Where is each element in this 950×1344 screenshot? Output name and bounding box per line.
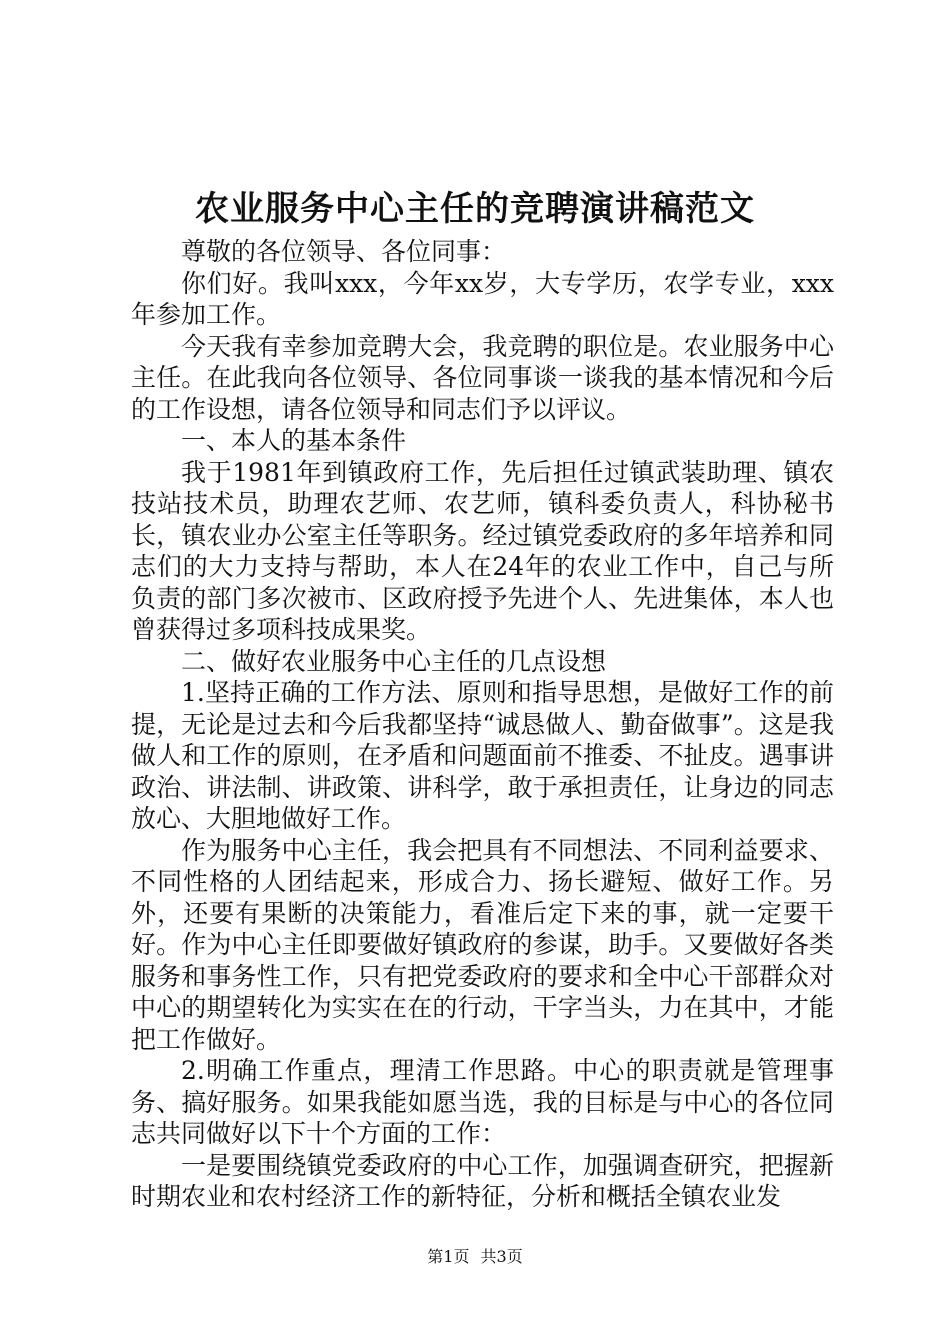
- paragraph-first-point: 一是要围绕镇党委政府的中心工作，加强调查研究，把握新时期农业和农村经济工作的新特征，分析和概括全镇农业发: [131, 1150, 834, 1211]
- document-body: [131, 236, 834, 1213]
- paragraph-director-role: 作为服务中心主任，我会把具有不同想法、不同利益要求、不同性格的人团结起来，形成合力、扬长避短、做好工作。另外，还要有果断的决策能力，看准后定下来的事，就一定要干好。作为中心主任即要做好镇政府的参谋，助手。又要做好各类服务和事务性工作，只有把党委政府的要求和全中心干部群众对中心的期望转化为实实在在的行动，干字当头，力在其中，才能把工作做好。: [131, 835, 834, 1054]
- document-title: 农业服务中心主任的竞聘演讲稿范文: [195, 189, 755, 229]
- paragraph-work-history: 我于1981年到镇政府工作，先后担任过镇武装助理、镇农技站技术员，助理农艺师、农艺师，镇科委负责人，科协秘书长，镇农业办公室主任等职务。经过镇党委政府的多年培养和同志们的大力支持与帮助，本人在24年的农业工作中，自己与所负责的部门多次被市、区政府授予先进个人、先进集体，本人也曾获得过多项科技成果奖。: [131, 457, 834, 644]
- paragraph-plan-2: 2.明确工作重点，理清工作思路。中心的职责就是管理事务、搞好服务。如果我能如愿当选，我的目标是与中心的各位同志共同做好以下十个方面的工作：: [131, 1056, 834, 1148]
- section-heading-basic-conditions: 一、本人的基本条件: [181, 426, 407, 455]
- page-footer: 第1页 共3页: [427, 1247, 523, 1266]
- section-heading-plans: 二、做好农业服务中心主任的几点设想: [181, 646, 607, 676]
- paragraph-salutation: 尊敬的各位领导、各位同事：: [181, 237, 507, 266]
- paragraph-greeting: 你们好。我叫xxx，今年xx岁，大专学历，农学专业，xxx年参加工作。: [131, 268, 834, 329]
- paragraph-plan-1: 1.坚持正确的工作方法、原则和指导思想，是做好工作的前提，无论是过去和今后我都坚持“诚恳做人、勤奋做事”。这是我做人和工作的原则，在矛盾和问题面前不推委、不扯皮。遇事讲政治、讲法制、讲政策、讲科学，敢于承担责任，让身边的同志放心、大胆地做好工作。: [131, 678, 834, 833]
- paragraph-introduction: 今天我有幸参加竞聘大会，我竞聘的职位是。农业服务中心主任。在此我向各位领导、各位同事谈一谈我的基本情况和今后的工作设想，请各位领导和同志们予以评议。: [131, 331, 834, 424]
